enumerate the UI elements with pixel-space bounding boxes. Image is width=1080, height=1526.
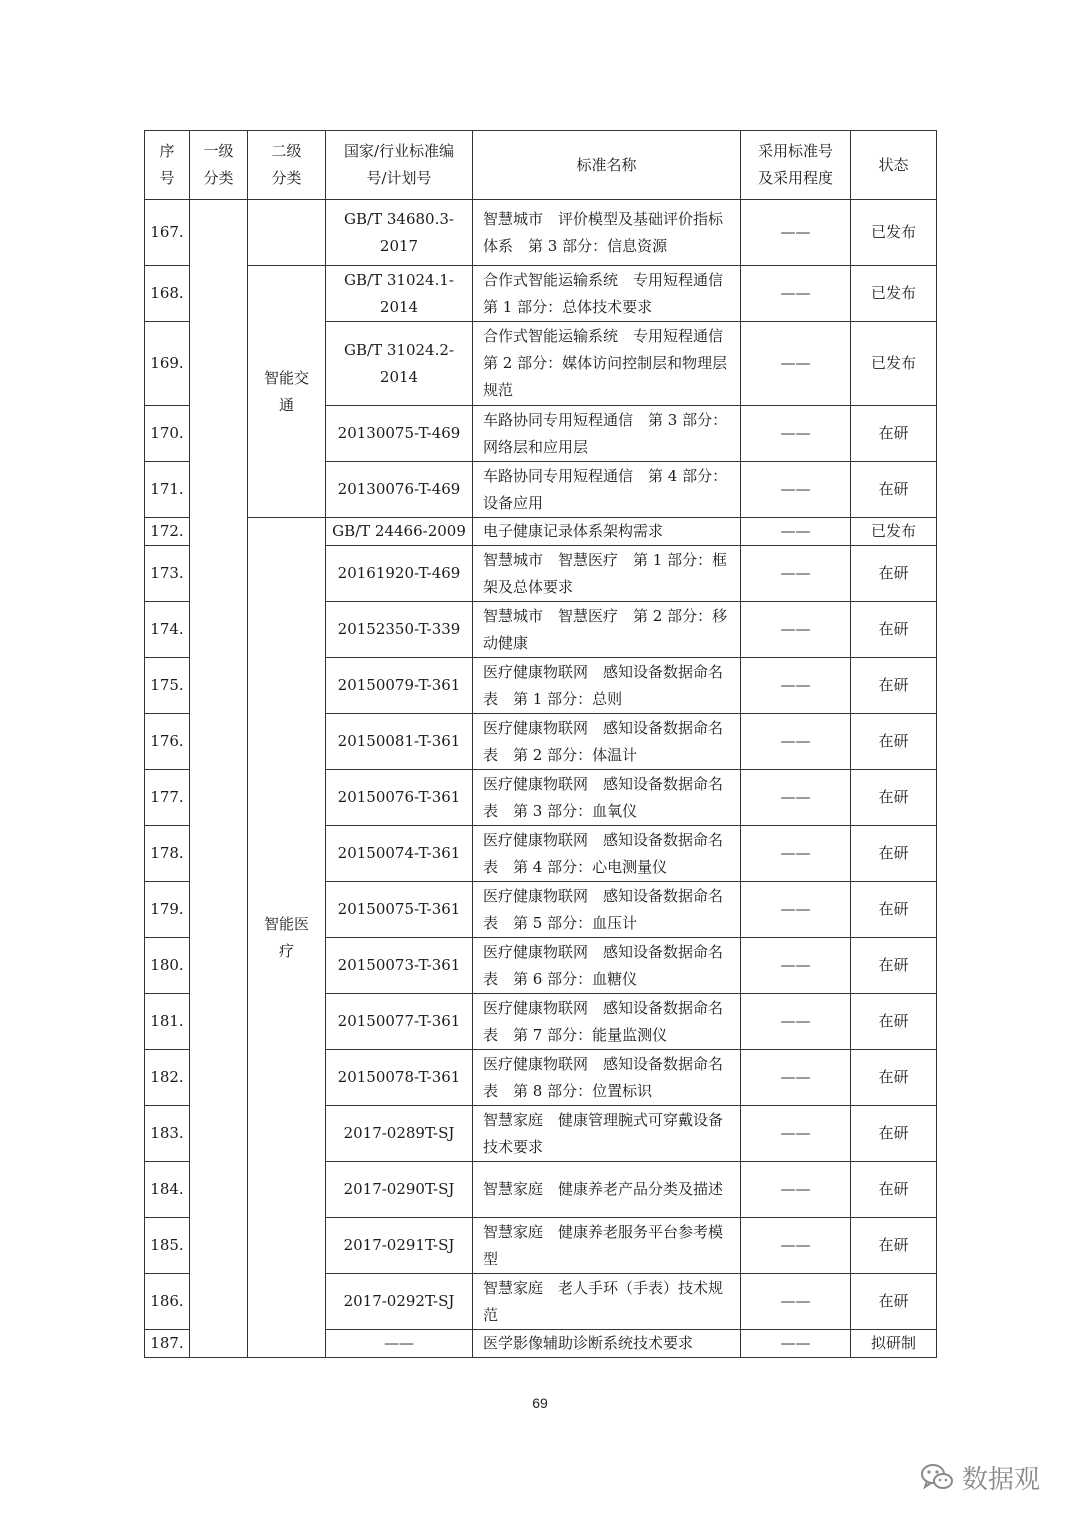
code-cell: 20152350-T-339 <box>326 602 473 658</box>
header-code: 国家/行业标准编号/计划号 <box>326 131 473 200</box>
seq-cell: 178. <box>145 826 190 882</box>
seq-cell: 181. <box>145 994 190 1050</box>
adopt-cell: —— <box>741 602 851 658</box>
code-cell: 20150078-T-361 <box>326 1050 473 1106</box>
adopt-cell: —— <box>741 462 851 518</box>
code-cell: 20150076-T-361 <box>326 770 473 826</box>
page-number: 69 <box>532 1395 548 1411</box>
code-cell: —— <box>326 1330 473 1358</box>
status-cell: 在研 <box>851 770 937 826</box>
code-cell: GB/T 31024.2-2014 <box>326 322 473 406</box>
header-adopt: 采用标准号及采用程度 <box>741 131 851 200</box>
code-cell: 20150075-T-361 <box>326 882 473 938</box>
cat2-cell <box>248 200 326 266</box>
seq-cell: 179. <box>145 882 190 938</box>
status-cell: 在研 <box>851 1162 937 1218</box>
name-cell: 智慧家庭 健康管理腕式可穿戴设备技术要求 <box>473 1106 741 1162</box>
name-cell: 医疗健康物联网 感知设备数据命名表 第 4 部分：心电测量仪 <box>473 826 741 882</box>
seq-cell: 175. <box>145 658 190 714</box>
table-row <box>145 518 937 546</box>
adopt-cell: —— <box>741 266 851 322</box>
seq-cell: 173. <box>145 546 190 602</box>
table-row <box>145 200 937 266</box>
cat1-cell <box>190 200 248 1358</box>
status-cell: 在研 <box>851 1274 937 1330</box>
name-cell: 医疗健康物联网 感知设备数据命名表 第 8 部分：位置标识 <box>473 1050 741 1106</box>
code-cell: 20150074-T-361 <box>326 826 473 882</box>
adopt-cell: —— <box>741 882 851 938</box>
seq-cell: 180. <box>145 938 190 994</box>
seq-cell: 186. <box>145 1274 190 1330</box>
seq-cell: 187. <box>145 1330 190 1358</box>
status-cell: 在研 <box>851 546 937 602</box>
code-cell: GB/T 31024.1-2014 <box>326 266 473 322</box>
adopt-cell: —— <box>741 1330 851 1358</box>
status-cell: 在研 <box>851 1106 937 1162</box>
adopt-cell: —— <box>741 200 851 266</box>
name-cell: 智慧家庭 健康养老产品分类及描述 <box>473 1162 741 1218</box>
status-cell: 在研 <box>851 882 937 938</box>
seq-cell: 170. <box>145 406 190 462</box>
status-cell: 在研 <box>851 602 937 658</box>
seq-cell: 177. <box>145 770 190 826</box>
header-row <box>145 131 937 200</box>
status-cell: 拟研制 <box>851 1330 937 1358</box>
header-cat2: 二级分类 <box>248 131 326 200</box>
adopt-cell: —— <box>741 406 851 462</box>
name-cell: 智慧家庭 老人手环（手表）技术规范 <box>473 1274 741 1330</box>
adopt-cell: —— <box>741 994 851 1050</box>
adopt-cell: —— <box>741 658 851 714</box>
cat2-transport-cell: 智能交通 <box>248 266 326 518</box>
header-seq: 序号 <box>145 131 190 200</box>
wechat-icon <box>920 1462 954 1492</box>
status-cell: 已发布 <box>851 322 937 406</box>
name-cell: 智慧城市 评价模型及基础评价指标体系 第 3 部分：信息资源 <box>473 200 741 266</box>
adopt-cell: —— <box>741 1162 851 1218</box>
status-cell: 在研 <box>851 1218 937 1274</box>
adopt-cell: —— <box>741 1218 851 1274</box>
name-cell: 车路协同专用短程通信 第 3 部分：网络层和应用层 <box>473 406 741 462</box>
seq-cell: 182. <box>145 1050 190 1106</box>
adopt-cell: —— <box>741 1050 851 1106</box>
code-cell: 20150081-T-361 <box>326 714 473 770</box>
code-cell: 20150077-T-361 <box>326 994 473 1050</box>
seq-cell: 183. <box>145 1106 190 1162</box>
status-cell: 在研 <box>851 938 937 994</box>
status-cell: 在研 <box>851 406 937 462</box>
adopt-cell: —— <box>741 770 851 826</box>
adopt-cell: —— <box>741 546 851 602</box>
code-cell: 20161920-T-469 <box>326 546 473 602</box>
name-cell: 医疗健康物联网 感知设备数据命名表 第 5 部分：血压计 <box>473 882 741 938</box>
seq-cell: 185. <box>145 1218 190 1274</box>
adopt-cell: —— <box>741 714 851 770</box>
watermark-text: 数据观 <box>962 1464 1041 1495</box>
seq-cell: 176. <box>145 714 190 770</box>
status-cell: 在研 <box>851 714 937 770</box>
name-cell: 合作式智能运输系统 专用短程通信 第 2 部分：媒体访问控制层和物理层规范 <box>473 322 741 406</box>
code-cell: 20130075-T-469 <box>326 406 473 462</box>
code-cell: GB/T 34680.3-2017 <box>326 200 473 266</box>
status-cell: 已发布 <box>851 518 937 546</box>
status-cell: 在研 <box>851 462 937 518</box>
adopt-cell: —— <box>741 518 851 546</box>
adopt-cell: —— <box>741 1274 851 1330</box>
adopt-cell: —— <box>741 826 851 882</box>
code-cell: 20130076-T-469 <box>326 462 473 518</box>
seq-cell: 171. <box>145 462 190 518</box>
name-cell: 车路协同专用短程通信 第 4 部分：设备应用 <box>473 462 741 518</box>
status-cell: 在研 <box>851 994 937 1050</box>
name-cell: 医疗健康物联网 感知设备数据命名表 第 6 部分：血糖仪 <box>473 938 741 994</box>
code-cell: 20150079-T-361 <box>326 658 473 714</box>
name-cell: 医疗健康物联网 感知设备数据命名表 第 3 部分：血氧仪 <box>473 770 741 826</box>
seq-cell: 172. <box>145 518 190 546</box>
name-cell: 合作式智能运输系统 专用短程通信 第 1 部分：总体技术要求 <box>473 266 741 322</box>
name-cell: 智慧城市 智慧医疗 第 1 部分：框架及总体要求 <box>473 546 741 602</box>
status-cell: 已发布 <box>851 266 937 322</box>
name-cell: 智慧家庭 健康养老服务平台参考模型 <box>473 1218 741 1274</box>
name-cell: 医疗健康物联网 感知设备数据命名表 第 1 部分：总则 <box>473 658 741 714</box>
adopt-cell: —— <box>741 938 851 994</box>
status-cell: 已发布 <box>851 200 937 266</box>
header-cat1: 一级分类 <box>190 131 248 200</box>
status-cell: 在研 <box>851 826 937 882</box>
watermark <box>920 1457 1040 1497</box>
standards-table <box>144 130 937 1358</box>
adopt-cell: —— <box>741 322 851 406</box>
code-cell: GB/T 24466-2009 <box>326 518 473 546</box>
cat2-medical-cell: 智能医疗 <box>248 518 326 1358</box>
name-cell: 智慧城市 智慧医疗 第 2 部分：移动健康 <box>473 602 741 658</box>
name-cell: 医疗健康物联网 感知设备数据命名表 第 2 部分：体温计 <box>473 714 741 770</box>
status-cell: 在研 <box>851 1050 937 1106</box>
code-cell: 2017-0292T-SJ <box>326 1274 473 1330</box>
header-name: 标准名称 <box>473 131 741 200</box>
header-status: 状态 <box>851 131 937 200</box>
status-cell: 在研 <box>851 658 937 714</box>
name-cell: 电子健康记录体系架构需求 <box>473 518 741 546</box>
code-cell: 2017-0290T-SJ <box>326 1162 473 1218</box>
table-row <box>145 266 937 322</box>
code-cell: 20150073-T-361 <box>326 938 473 994</box>
code-cell: 2017-0289T-SJ <box>326 1106 473 1162</box>
seq-cell: 184. <box>145 1162 190 1218</box>
seq-cell: 168. <box>145 266 190 322</box>
seq-cell: 169. <box>145 322 190 406</box>
seq-cell: 174. <box>145 602 190 658</box>
name-cell: 医疗健康物联网 感知设备数据命名表 第 7 部分：能量监测仪 <box>473 994 741 1050</box>
name-cell: 医学影像辅助诊断系统技术要求 <box>473 1330 741 1358</box>
code-cell: 2017-0291T-SJ <box>326 1218 473 1274</box>
seq-cell: 167. <box>145 200 190 266</box>
adopt-cell: —— <box>741 1106 851 1162</box>
